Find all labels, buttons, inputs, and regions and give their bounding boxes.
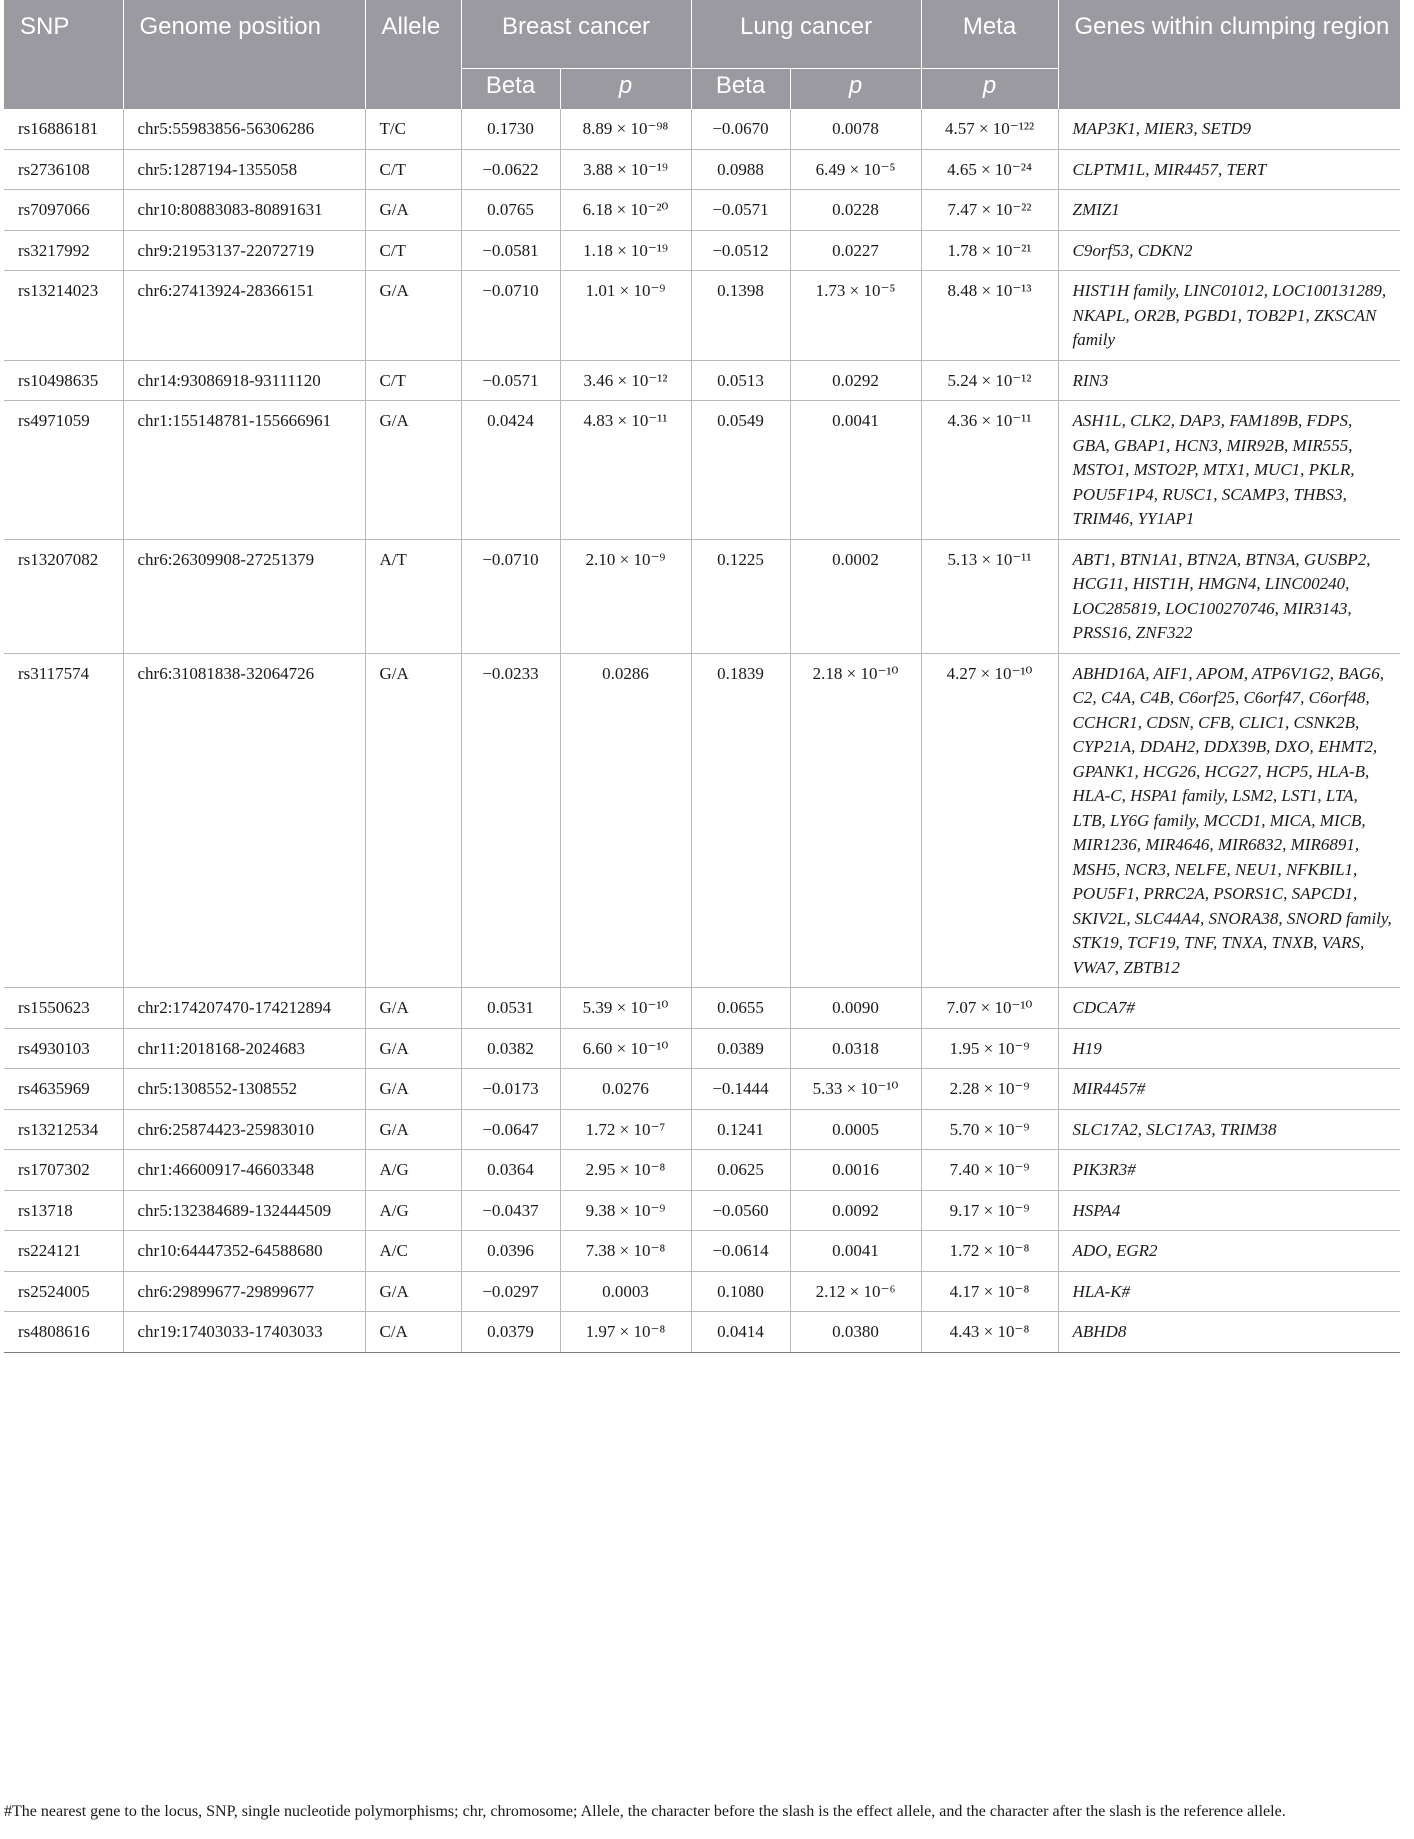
table-row xyxy=(4,401,1400,540)
lung-beta-cell: 0.0389 xyxy=(691,1028,790,1069)
genes-cell: MAP3K1, MIER3, SETD9 xyxy=(1058,109,1400,149)
header-breast-beta: Beta xyxy=(461,69,560,110)
breast-beta-cell: 0.1730 xyxy=(461,109,560,149)
table-row xyxy=(4,1271,1400,1312)
snp-cell: rs13207082 xyxy=(4,539,123,653)
table-row xyxy=(4,988,1400,1029)
genes-cell: CDCA7# xyxy=(1058,988,1400,1029)
table-row xyxy=(4,109,1400,149)
lung-p-cell: 0.0041 xyxy=(790,401,921,540)
snp-cell: rs4635969 xyxy=(4,1069,123,1110)
table-row xyxy=(4,360,1400,401)
snp-cell: rs7097066 xyxy=(4,190,123,231)
breast-p-cell: 0.0276 xyxy=(560,1069,691,1110)
lung-beta-cell: −0.0614 xyxy=(691,1231,790,1272)
genes-cell: ASH1L, CLK2, DAP3, FAM189B, FDPS, GBA, GBAP1, HCN3, MIR92B, MIR555, MSTO1, MSTO2P, MTX1, MUC1, PKLR, POU5F1P4, RUSC1, SCAMP3, THBS3, TRIM46, YY1AP1 xyxy=(1058,401,1400,540)
meta-p-cell: 1.95 × 10⁻⁹ xyxy=(921,1028,1058,1069)
table-row xyxy=(4,1231,1400,1272)
lung-beta-cell: −0.0670 xyxy=(691,109,790,149)
breast-beta-cell: −0.0710 xyxy=(461,271,560,361)
breast-p-cell: 1.18 × 10⁻¹⁹ xyxy=(560,230,691,271)
snp-cell: rs13214023 xyxy=(4,271,123,361)
lung-beta-cell: 0.0513 xyxy=(691,360,790,401)
breast-beta-cell: −0.0173 xyxy=(461,1069,560,1110)
breast-p-cell: 2.10 × 10⁻⁹ xyxy=(560,539,691,653)
table-row xyxy=(4,653,1400,988)
lung-beta-cell: 0.0625 xyxy=(691,1150,790,1191)
header-allele: Allele xyxy=(365,0,461,109)
breast-p-cell: 5.39 × 10⁻¹⁰ xyxy=(560,988,691,1029)
meta-p-cell: 8.48 × 10⁻¹³ xyxy=(921,271,1058,361)
snp-cell: rs13718 xyxy=(4,1190,123,1231)
allele-cell: G/A xyxy=(365,1109,461,1150)
table-row xyxy=(4,230,1400,271)
allele-cell: G/A xyxy=(365,988,461,1029)
allele-cell: A/G xyxy=(365,1190,461,1231)
meta-p-cell: 4.36 × 10⁻¹¹ xyxy=(921,401,1058,540)
meta-p-cell: 4.43 × 10⁻⁸ xyxy=(921,1312,1058,1353)
meta-p-cell: 5.13 × 10⁻¹¹ xyxy=(921,539,1058,653)
table-row xyxy=(4,1028,1400,1069)
allele-cell: G/A xyxy=(365,1271,461,1312)
allele-cell: A/C xyxy=(365,1231,461,1272)
breast-p-cell: 7.38 × 10⁻⁸ xyxy=(560,1231,691,1272)
genes-cell: H19 xyxy=(1058,1028,1400,1069)
genes-cell: RIN3 xyxy=(1058,360,1400,401)
breast-beta-cell: −0.0622 xyxy=(461,149,560,190)
breast-beta-cell: −0.0571 xyxy=(461,360,560,401)
header-meta: Meta xyxy=(921,0,1058,69)
lung-p-cell: 0.0005 xyxy=(790,1109,921,1150)
snp-cell: rs1707302 xyxy=(4,1150,123,1191)
header-snp: SNP xyxy=(4,0,123,109)
table-row xyxy=(4,1312,1400,1353)
position-cell: chr9:21953137-22072719 xyxy=(123,230,365,271)
position-cell: chr10:64447352-64588680 xyxy=(123,1231,365,1272)
lung-p-cell: 0.0318 xyxy=(790,1028,921,1069)
table-row xyxy=(4,1069,1400,1110)
genes-cell: HSPA4 xyxy=(1058,1190,1400,1231)
breast-p-cell: 3.88 × 10⁻¹⁹ xyxy=(560,149,691,190)
lung-beta-cell: 0.1241 xyxy=(691,1109,790,1150)
meta-p-cell: 7.07 × 10⁻¹⁰ xyxy=(921,988,1058,1029)
meta-p-cell: 5.70 × 10⁻⁹ xyxy=(921,1109,1058,1150)
header-breast-cancer: Breast cancer xyxy=(461,0,691,69)
breast-beta-cell: −0.0710 xyxy=(461,539,560,653)
breast-beta-cell: 0.0396 xyxy=(461,1231,560,1272)
lung-beta-cell: 0.1225 xyxy=(691,539,790,653)
breast-beta-cell: −0.0647 xyxy=(461,1109,560,1150)
meta-p-cell: 7.40 × 10⁻⁹ xyxy=(921,1150,1058,1191)
lung-beta-cell: −0.1444 xyxy=(691,1069,790,1110)
position-cell: chr10:80883083-80891631 xyxy=(123,190,365,231)
breast-beta-cell: 0.0424 xyxy=(461,401,560,540)
header-lung-beta: Beta xyxy=(691,69,790,110)
lung-p-cell: 0.0227 xyxy=(790,230,921,271)
lung-beta-cell: −0.0512 xyxy=(691,230,790,271)
snp-cell: rs1550623 xyxy=(4,988,123,1029)
breast-p-cell: 0.0286 xyxy=(560,653,691,988)
meta-p-cell: 1.78 × 10⁻²¹ xyxy=(921,230,1058,271)
position-cell: chr6:27413924-28366151 xyxy=(123,271,365,361)
snp-cell: rs13212534 xyxy=(4,1109,123,1150)
position-cell: chr6:25874423-25983010 xyxy=(123,1109,365,1150)
meta-p-cell: 4.17 × 10⁻⁸ xyxy=(921,1271,1058,1312)
snp-cell: rs2524005 xyxy=(4,1271,123,1312)
meta-p-cell: 4.57 × 10⁻¹²² xyxy=(921,109,1058,149)
breast-p-cell: 6.60 × 10⁻¹⁰ xyxy=(560,1028,691,1069)
breast-beta-cell: 0.0364 xyxy=(461,1150,560,1191)
genes-cell: HIST1H family, LINC01012, LOC100131289, NKAPL, OR2B, PGBD1, TOB2P1, ZKSCAN family xyxy=(1058,271,1400,361)
genes-cell: SLC17A2, SLC17A3, TRIM38 xyxy=(1058,1109,1400,1150)
lung-beta-cell: 0.1839 xyxy=(691,653,790,988)
position-cell: chr5:1308552-1308552 xyxy=(123,1069,365,1110)
lung-p-cell: 0.0380 xyxy=(790,1312,921,1353)
table-body xyxy=(4,109,1400,1352)
breast-beta-cell: 0.0765 xyxy=(461,190,560,231)
table-row xyxy=(4,271,1400,361)
genes-cell: ABHD16A, AIF1, APOM, ATP6V1G2, BAG6, C2, C4A, C4B, C6orf25, C6orf47, C6orf48, CCHCR1, CDSN, CFB, CLIC1, CSNK2B, CYP21A, DDAH2, DDX39B, DXO, EHMT2, GPANK1, HCG26, HCG27, HCP5, HLA-B, HLA-C, HSPA1 family, LSM2, LST1, LTA, LTB, LY6G family, MCCD1, MICA, MICB, MIR1236, MIR4646, MIR6832, MIR6891, MSH5, NCR3, NELFE, NEU1, NFKBIL1, POU5F1, PRRC2A, PSORS1C, SAPCD1, SKIV2L, SLC44A4, SNORA38, SNORD family, STK19, TCF19, TNF, TNXA, TNXB, VARS, VWA7, ZBTB12 xyxy=(1058,653,1400,988)
lung-beta-cell: 0.1398 xyxy=(691,271,790,361)
table-row xyxy=(4,1109,1400,1150)
results-table xyxy=(4,0,1400,1353)
lung-beta-cell: 0.0414 xyxy=(691,1312,790,1353)
allele-cell: C/T xyxy=(365,230,461,271)
position-cell: chr1:155148781-155666961 xyxy=(123,401,365,540)
snp-cell: rs4930103 xyxy=(4,1028,123,1069)
table-row xyxy=(4,190,1400,231)
allele-cell: G/A xyxy=(365,1069,461,1110)
snp-cell: rs16886181 xyxy=(4,109,123,149)
lung-beta-cell: 0.0549 xyxy=(691,401,790,540)
lung-p-cell: 0.0002 xyxy=(790,539,921,653)
breast-p-cell: 2.95 × 10⁻⁸ xyxy=(560,1150,691,1191)
lung-p-cell: 0.0016 xyxy=(790,1150,921,1191)
breast-beta-cell: 0.0531 xyxy=(461,988,560,1029)
position-cell: chr5:1287194-1355058 xyxy=(123,149,365,190)
genes-cell: MIR4457# xyxy=(1058,1069,1400,1110)
genes-cell: ABT1, BTN1A1, BTN2A, BTN3A, GUSBP2, HCG11, HIST1H, HMGN4, LINC00240, LOC285819, LOC100270746, MIR3143, PRSS16, ZNF322 xyxy=(1058,539,1400,653)
breast-p-cell: 0.0003 xyxy=(560,1271,691,1312)
position-cell: chr1:46600917-46603348 xyxy=(123,1150,365,1191)
lung-p-cell: 2.12 × 10⁻⁶ xyxy=(790,1271,921,1312)
table-header xyxy=(4,0,1400,109)
meta-p-cell: 4.65 × 10⁻²⁴ xyxy=(921,149,1058,190)
position-cell: chr6:31081838-32064726 xyxy=(123,653,365,988)
lung-p-cell: 0.0292 xyxy=(790,360,921,401)
position-cell: chr6:29899677-29899677 xyxy=(123,1271,365,1312)
breast-p-cell: 1.01 × 10⁻⁹ xyxy=(560,271,691,361)
header-lung-p: p xyxy=(790,69,921,110)
meta-p-cell: 2.28 × 10⁻⁹ xyxy=(921,1069,1058,1110)
lung-beta-cell: 0.1080 xyxy=(691,1271,790,1312)
genes-cell: C9orf53, CDKN2 xyxy=(1058,230,1400,271)
meta-p-cell: 4.27 × 10⁻¹⁰ xyxy=(921,653,1058,988)
position-cell: chr5:55983856-56306286 xyxy=(123,109,365,149)
breast-p-cell: 3.46 × 10⁻¹² xyxy=(560,360,691,401)
table-row xyxy=(4,1190,1400,1231)
snp-cell: rs3117574 xyxy=(4,653,123,988)
meta-p-cell: 1.72 × 10⁻⁸ xyxy=(921,1231,1058,1272)
breast-p-cell: 6.18 × 10⁻²⁰ xyxy=(560,190,691,231)
breast-beta-cell: 0.0379 xyxy=(461,1312,560,1353)
header-genes: Genes within clumping region xyxy=(1058,0,1400,109)
header-meta-p: p xyxy=(921,69,1058,110)
lung-p-cell: 6.49 × 10⁻⁵ xyxy=(790,149,921,190)
lung-beta-cell: −0.0571 xyxy=(691,190,790,231)
position-cell: chr11:2018168-2024683 xyxy=(123,1028,365,1069)
breast-beta-cell: −0.0581 xyxy=(461,230,560,271)
table-row xyxy=(4,1150,1400,1191)
footnote: #The nearest gene to the locus, SNP, single nucleotide polymorphisms; chr, chromosome; Allele, the character before the slash is the effect allele, and the character after the slash is the reference allele. xyxy=(4,1803,1286,1820)
breast-beta-cell: −0.0233 xyxy=(461,653,560,988)
position-cell: chr2:174207470-174212894 xyxy=(123,988,365,1029)
breast-p-cell: 1.72 × 10⁻⁷ xyxy=(560,1109,691,1150)
allele-cell: G/A xyxy=(365,401,461,540)
table-row xyxy=(4,539,1400,653)
allele-cell: A/G xyxy=(365,1150,461,1191)
genes-cell: HLA-K# xyxy=(1058,1271,1400,1312)
allele-cell: C/A xyxy=(365,1312,461,1353)
breast-p-cell: 1.97 × 10⁻⁸ xyxy=(560,1312,691,1353)
table-row xyxy=(4,149,1400,190)
lung-beta-cell: 0.0988 xyxy=(691,149,790,190)
lung-p-cell: 1.73 × 10⁻⁵ xyxy=(790,271,921,361)
snp-cell: rs3217992 xyxy=(4,230,123,271)
meta-p-cell: 7.47 × 10⁻²² xyxy=(921,190,1058,231)
header-breast-p: p xyxy=(560,69,691,110)
allele-cell: C/T xyxy=(365,149,461,190)
allele-cell: C/T xyxy=(365,360,461,401)
snp-cell: rs2736108 xyxy=(4,149,123,190)
lung-beta-cell: 0.0655 xyxy=(691,988,790,1029)
allele-cell: G/A xyxy=(365,271,461,361)
genes-cell: PIK3R3# xyxy=(1058,1150,1400,1191)
lung-beta-cell: −0.0560 xyxy=(691,1190,790,1231)
position-cell: chr19:17403033-17403033 xyxy=(123,1312,365,1353)
genes-cell: ADO, EGR2 xyxy=(1058,1231,1400,1272)
meta-p-cell: 5.24 × 10⁻¹² xyxy=(921,360,1058,401)
breast-beta-cell: −0.0297 xyxy=(461,1271,560,1312)
genes-cell: ABHD8 xyxy=(1058,1312,1400,1353)
allele-cell: T/C xyxy=(365,109,461,149)
allele-cell: G/A xyxy=(365,1028,461,1069)
genes-cell: ZMIZ1 xyxy=(1058,190,1400,231)
snp-cell: rs224121 xyxy=(4,1231,123,1272)
position-cell: chr5:132384689-132444509 xyxy=(123,1190,365,1231)
breast-beta-cell: −0.0437 xyxy=(461,1190,560,1231)
position-cell: chr14:93086918-93111120 xyxy=(123,360,365,401)
snp-cell: rs4971059 xyxy=(4,401,123,540)
lung-p-cell: 0.0041 xyxy=(790,1231,921,1272)
lung-p-cell: 2.18 × 10⁻¹⁰ xyxy=(790,653,921,988)
genes-cell: CLPTM1L, MIR4457, TERT xyxy=(1058,149,1400,190)
breast-p-cell: 4.83 × 10⁻¹¹ xyxy=(560,401,691,540)
breast-beta-cell: 0.0382 xyxy=(461,1028,560,1069)
lung-p-cell: 0.0078 xyxy=(790,109,921,149)
lung-p-cell: 5.33 × 10⁻¹⁰ xyxy=(790,1069,921,1110)
position-cell: chr6:26309908-27251379 xyxy=(123,539,365,653)
lung-p-cell: 0.0092 xyxy=(790,1190,921,1231)
snp-cell: rs10498635 xyxy=(4,360,123,401)
lung-p-cell: 0.0228 xyxy=(790,190,921,231)
header-genome-position: Genome position xyxy=(123,0,365,109)
header-lung-cancer: Lung cancer xyxy=(691,0,921,69)
lung-p-cell: 0.0090 xyxy=(790,988,921,1029)
breast-p-cell: 8.89 × 10⁻⁹⁸ xyxy=(560,109,691,149)
allele-cell: G/A xyxy=(365,190,461,231)
breast-p-cell: 9.38 × 10⁻⁹ xyxy=(560,1190,691,1231)
meta-p-cell: 9.17 × 10⁻⁹ xyxy=(921,1190,1058,1231)
allele-cell: G/A xyxy=(365,653,461,988)
snp-cell: rs4808616 xyxy=(4,1312,123,1353)
allele-cell: A/T xyxy=(365,539,461,653)
